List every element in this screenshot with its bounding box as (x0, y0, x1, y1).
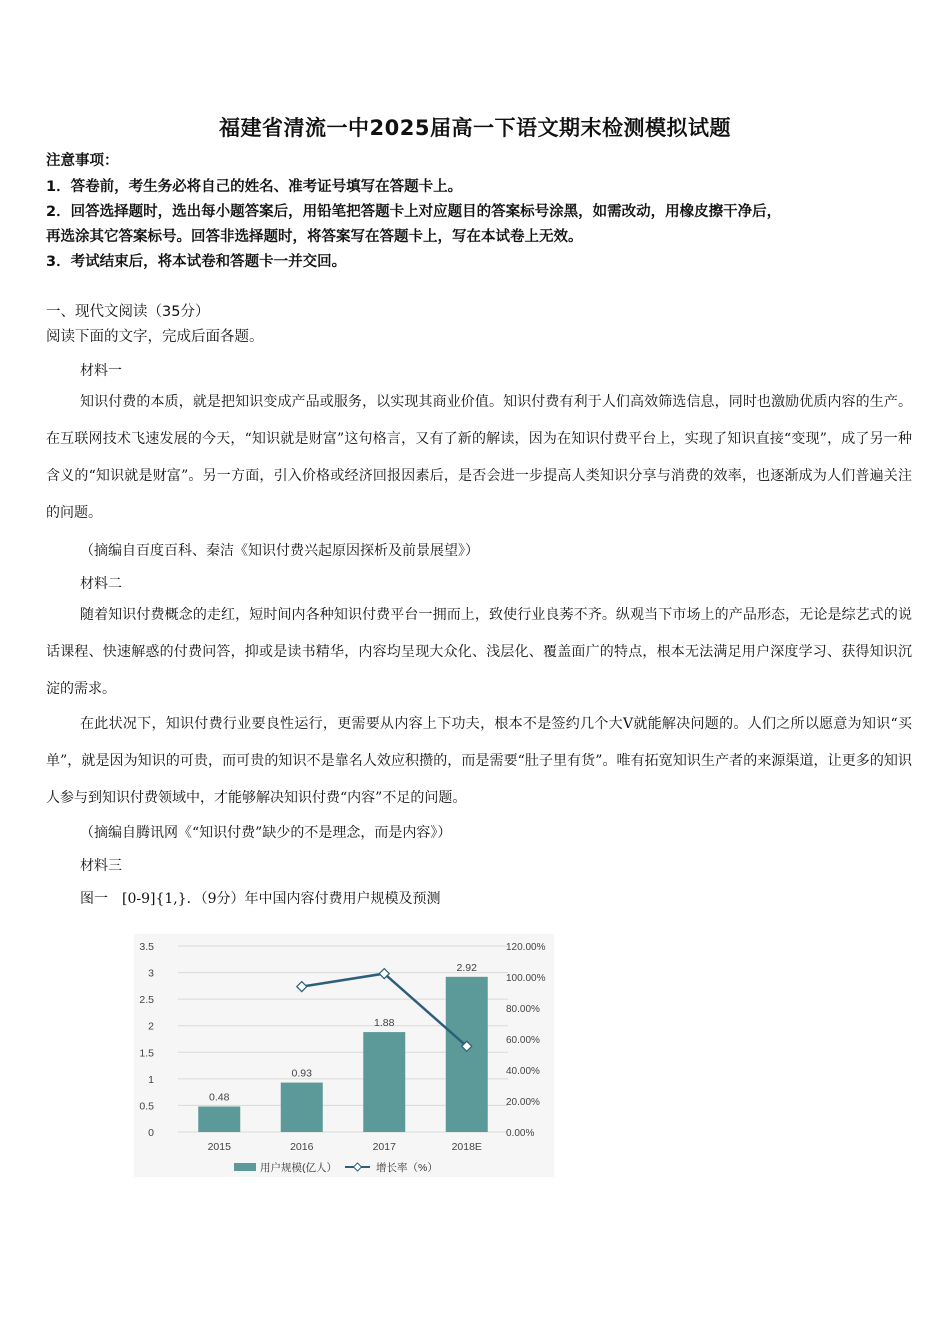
y-left-tick-label: 2.5 (139, 994, 154, 1007)
material-2-source: （摘编自腾讯网《“知识付费”缺少的不是理念，而是内容》） (80, 825, 452, 841)
legend-bar-swatch (234, 1163, 256, 1171)
material-1-label: 材料一 (80, 363, 122, 379)
bar-data-label: 1.88 (374, 1017, 395, 1030)
y-right-tick-label: 120.00% (506, 942, 546, 953)
material-3-label: 材料三 (80, 858, 122, 874)
bar-data-label: 0.93 (291, 1067, 312, 1080)
y-right-tick-label: 0.00% (506, 1128, 535, 1139)
material-1-source: （摘编自百度百科、秦洁《知识付费兴起原因探析及前景展望》） (80, 543, 479, 559)
bar (446, 977, 488, 1132)
x-tick-label: 2016 (290, 1141, 314, 1153)
section-heading: 一、现代文阅读（35分） (46, 304, 210, 320)
legend-bar-label: 用户规模(亿人） (260, 1162, 337, 1174)
y-left-tick-label: 3.5 (139, 941, 154, 953)
y-left-tick-label: 1.5 (139, 1047, 154, 1060)
y-left-tick-label: 3 (148, 967, 154, 980)
material-2-text-2: 在此状况下，知识付费行业要良性运行，更需要从内容上下功夫，根本不是签约几个大V就能解决问题的。人们之所以愿意为知识“买单”，就是因为知识的可贵，而可贵的知识不是靠名人效应积攒的，而是需要“肚子里有货”。唯有拓宽知识生产者的来源渠道，让更多的知识人参与到知识付费领域中，才能够解决知识付费“内容”不足的问题。 (46, 716, 912, 806)
y-right-tick-label: 100.00% (506, 973, 546, 984)
notice-item-3: 3．考试结束后，将本试卷和答题卡一并交回。 (46, 254, 347, 270)
y-left-tick-label: 0.5 (139, 1100, 154, 1113)
material-1-text: 知识付费的本质，就是把知识变成产品或服务，以实现其商业价值。知识付费有利于人们高效筛选信息，同时也激励优质内容的生产。在互联网技术飞速发展的今天，“知识就是财富”这句格言，又有了新的解读，因为在知识付费平台上，实现了知识直接“变现”，成了另一种含义的“知识就是财富”。另一方面，引入价格或经济回报因素后，是否会进一步提高人类知识分享与消费的效率，也逐渐成为人们普遍关注的问题。 (46, 394, 912, 521)
page-title: 福建省清流一中2025届高一下语文期末检测模拟试题 (219, 116, 731, 140)
bar-data-label: 0.48 (209, 1091, 230, 1104)
bar (198, 1106, 240, 1132)
y-left-tick-label: 1 (148, 1073, 154, 1086)
figure-caption: 图一 [0-9]{1,}．（9分）年中国内容付费用户规模及预测 (80, 891, 441, 907)
notice-item-2-line-2: 再选涂其它答案标号。回答非选择题时，将答案写在答题卡上，写在本试卷上无效。 (46, 229, 583, 245)
material-2-label: 材料二 (80, 576, 122, 592)
legend-line-label: 增长率（%） (376, 1162, 438, 1174)
notice-heading: 注意事项： (46, 153, 119, 169)
x-tick-label: 2017 (372, 1141, 396, 1153)
x-tick-label: 2018E (451, 1141, 482, 1153)
chart-canvas (130, 932, 560, 1182)
user-scale-chart (130, 932, 560, 1182)
chart-background (134, 934, 554, 1177)
bar-data-label: 2.92 (456, 961, 477, 974)
notice-item-2-line-1: 2．回答选择题时，选出每小题答案后，用铅笔把答题卡上对应题目的答案标号涂黑，如需改动，用橡皮擦干净后， (46, 204, 782, 220)
bar (363, 1032, 405, 1132)
material-2-text-1: 随着知识付费概念的走红，短时间内各种知识付费平台一拥而上，致使行业良莠不齐。纵观当下市场上的产品形态，无论是综艺式的说话课程、快速解惑的付费问答，抑或是读书精华，内容均呈现大众化、浅层化、覆盖面广的特点，根本无法满足用户深度学习、获得知识沉淀的需求。 (46, 607, 912, 697)
y-right-tick-label: 80.00% (506, 1004, 540, 1015)
y-right-tick-label: 20.00% (506, 1097, 540, 1108)
y-left-tick-label: 2 (148, 1020, 154, 1033)
notice-item-1: 1．答卷前，考生务必将自己的姓名、准考证号填写在答题卡上。 (46, 179, 463, 195)
y-right-tick-label: 60.00% (506, 1035, 540, 1046)
y-right-tick-label: 40.00% (506, 1066, 540, 1077)
y-left-tick-label: 0 (148, 1127, 154, 1139)
x-tick-label: 2015 (207, 1141, 231, 1153)
section-instruction: 阅读下面的文字，完成后面各题。 (46, 329, 264, 345)
bar (281, 1083, 323, 1132)
